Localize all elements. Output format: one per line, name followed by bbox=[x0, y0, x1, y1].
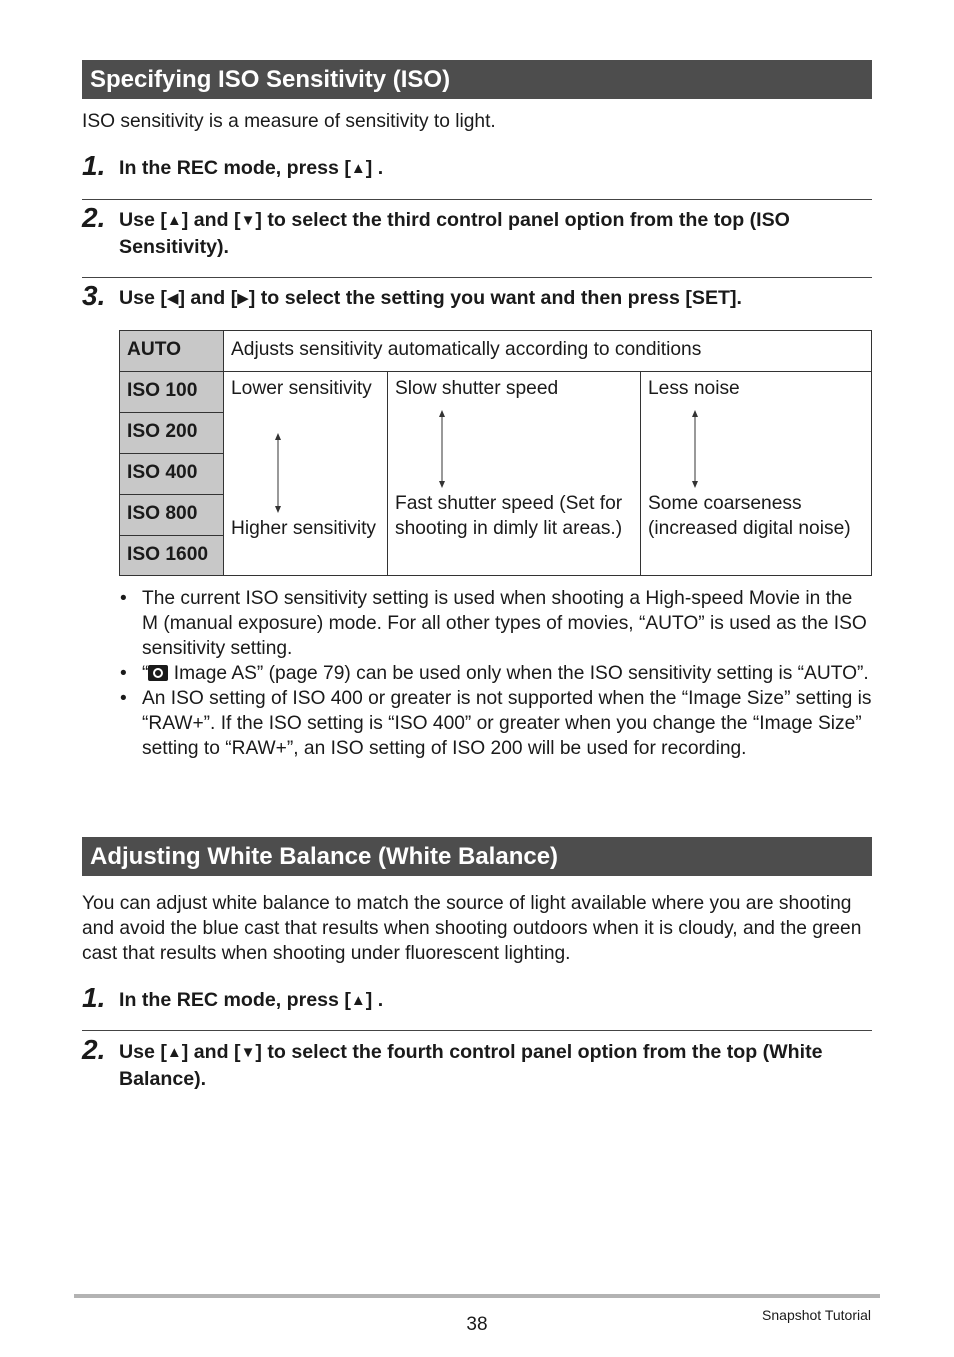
step-3-text: Use [◀] and [▶] to select the setting you want and then press [SET]. bbox=[119, 287, 742, 309]
up-arrow-icon: ▲ bbox=[350, 160, 366, 177]
auto-description: Adjusts sensitivity automatically according to conditions bbox=[231, 339, 702, 360]
step-1-text: In the REC mode, press [▲] . bbox=[119, 157, 384, 179]
step-number: 2. bbox=[82, 1034, 106, 1065]
sensitivity-low: Lower sensitivity bbox=[231, 378, 372, 399]
shutter-slow: Slow shutter speed bbox=[395, 378, 559, 399]
iso-sensitivity-table bbox=[119, 330, 872, 576]
anti-shake-icon bbox=[148, 665, 168, 681]
list-item: • The current ISO sensitivity setting is used when shooting a High-speed Movie in the M (manual exposure) mode. For all other types of movies, “AUTO” is used as the ISO sensitivity setting. bbox=[120, 588, 867, 659]
left-arrow-icon: ◀ bbox=[166, 290, 179, 307]
range-arrow-icon bbox=[270, 433, 286, 513]
step-number: 1. bbox=[82, 982, 106, 1013]
table-row-header-iso-100: ISO 100 bbox=[120, 372, 224, 413]
table-row-header-iso-200: ISO 200 bbox=[120, 413, 224, 454]
range-arrow-icon bbox=[687, 410, 703, 488]
wb-step-1-text: In the REC mode, press [▲] . bbox=[119, 989, 384, 1011]
up-arrow-icon: ▲ bbox=[166, 212, 182, 229]
noise-more: Some coarseness (increased digital noise) bbox=[648, 493, 851, 539]
section-heading-iso: Specifying ISO Sensitivity (ISO) bbox=[82, 60, 872, 99]
iso-intro: ISO sensitivity is a measure of sensitivity to light. bbox=[82, 111, 496, 132]
step-2-text: Use [▲] and [▼] to select the third control panel option from the top (ISO Sensitivity). bbox=[119, 209, 790, 258]
up-arrow-icon: ▲ bbox=[350, 992, 366, 1009]
down-arrow-icon: ▼ bbox=[240, 212, 256, 229]
up-arrow-icon: ▲ bbox=[166, 1044, 182, 1061]
page-number: 38 bbox=[466, 1314, 488, 1335]
wb-step-2-text: Use [▲] and [▼] to select the fourth control panel option from the top (White Balance). bbox=[119, 1041, 823, 1090]
table-row-header-iso-400: ISO 400 bbox=[120, 454, 224, 495]
white-balance-intro: You can adjust white balance to match the source of light available where you are shooting and avoid the blue cast that results when shooting outdoors when it is cloudy, and the green cast that results when shooting under fluorescent lighting. bbox=[82, 893, 862, 964]
table-rule bbox=[387, 371, 388, 576]
table-row-header-iso-800: ISO 800 bbox=[120, 495, 224, 536]
footer-section-label: Snapshot Tutorial bbox=[762, 1307, 871, 1323]
table-rule bbox=[120, 535, 224, 536]
list-item: • “ Image AS” (page 79) can be used only when the ISO sensitivity setting is “AUTO”. bbox=[120, 663, 869, 684]
table-rule bbox=[120, 412, 224, 413]
section-heading-white-balance: Adjusting White Balance (White Balance) bbox=[82, 837, 872, 876]
divider bbox=[82, 1030, 872, 1031]
list-item: • An ISO setting of ISO 400 or greater is not supported when the “Image Size” setting is “RAW+”. If the ISO setting is “ISO 400” or greater when you change the “Image Size” setting to “RAW+”, an ISO setting of ISO 200 will be used for recording. bbox=[120, 688, 872, 759]
table-row-header-iso-1600: ISO 1600 bbox=[120, 536, 224, 575]
divider bbox=[82, 199, 872, 200]
iso-notes bbox=[120, 586, 872, 761]
shutter-fast: Fast shutter speed (Set for shooting in dimly lit areas.) bbox=[395, 493, 623, 539]
range-arrow-icon bbox=[434, 410, 450, 488]
table-rule bbox=[120, 371, 871, 372]
table-row-header-auto: AUTO bbox=[120, 331, 224, 372]
footer-divider bbox=[74, 1294, 880, 1298]
noise-less: Less noise bbox=[648, 378, 740, 399]
table-rule bbox=[640, 371, 641, 576]
step-number: 3. bbox=[82, 280, 106, 311]
table-rule bbox=[120, 494, 224, 495]
right-arrow-icon: ▶ bbox=[237, 290, 249, 307]
sensitivity-high: Higher sensitivity bbox=[231, 518, 377, 539]
step-number: 2. bbox=[82, 202, 106, 233]
divider bbox=[82, 277, 872, 278]
down-arrow-icon: ▼ bbox=[240, 1044, 256, 1061]
table-rule bbox=[120, 453, 224, 454]
step-number: 1. bbox=[82, 150, 106, 181]
